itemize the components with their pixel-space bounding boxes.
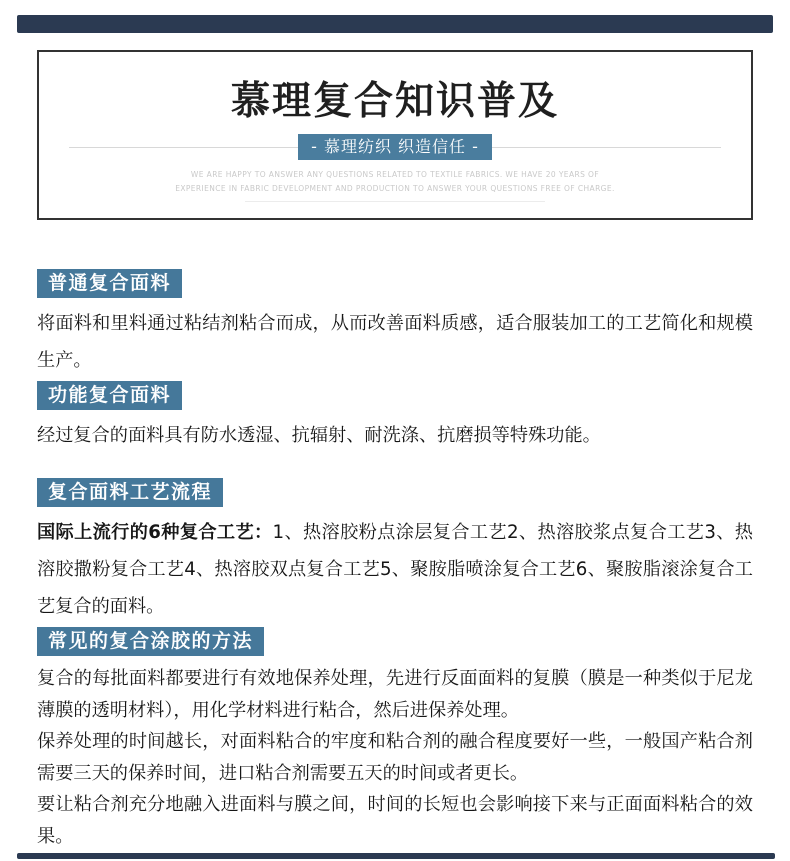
brand-banner: - 慕理纺织 织造信任 -: [298, 134, 492, 160]
paragraph: 要让粘合剂充分地融入进面料与膜之间，时间的长短也会影响接下来与正面面料粘合的效果。: [37, 794, 753, 847]
section-badge: 普通复合面料: [37, 269, 182, 298]
paragraph: 复合的每批面料都要进行有效地保养处理，先进行反面面料的复膜（膜是一种类似于尼龙薄膜的透明材料），用化学材料进行粘合，然后进保养处理。: [37, 668, 753, 721]
section-badge: 常见的复合涂胶的方法: [37, 627, 264, 656]
header-box: [37, 50, 753, 220]
paragraph: 保养处理的时间越长，对面料粘合的牢度和粘合剂的融合程度要好一些，一般国产粘合剂需要三天的保养时间，进口粘合剂需要五天的时间或者更长。: [37, 731, 753, 784]
section-coating-methods: [37, 627, 753, 852]
brand-banner-row: [69, 134, 721, 160]
section-badge: 复合面料工艺流程: [37, 478, 223, 507]
paragraph: 将面料和里料通过粘结剂粘合而成，从而改善面料质感，适合服装加工的工艺简化和规模生产。: [37, 313, 753, 371]
section-functional-composite-fabric: [37, 381, 753, 454]
paragraph-body: 1、热溶胶粉点涂层复合工艺2、热溶胶浆点复合工艺3、热溶胶撒粉复合工艺4、热溶胶双点复合工艺5、聚胺脂喷涂复合工艺6、聚胺脂滚涂复合工艺复合的面料。: [37, 522, 753, 617]
tagline-underline: [245, 201, 545, 202]
banner-line-left: [69, 147, 298, 148]
section-common-composite-fabric: [37, 269, 753, 379]
tagline: [39, 168, 751, 196]
banner-line-right: [492, 147, 721, 148]
section-process-flow: [37, 478, 753, 625]
paragraph: [37, 514, 753, 625]
tagline-line-1: WE ARE HAPPY TO ANSWER ANY QUESTIONS RELATED TO TEXTILE FABRICS. WE HAVE 20 YEARS OF: [190, 170, 600, 179]
top-divider-bar: [17, 15, 773, 33]
section-badge: 功能复合面料: [37, 381, 182, 410]
article-content: [37, 220, 753, 852]
page-title: 慕理复合知识普及: [230, 78, 559, 124]
tagline-line-2: EXPERIENCE IN FABRIC DEVELOPMENT AND PRODUCTION TO ANSWER YOUR QUESTIONS FREE OF CHARGE.: [175, 184, 615, 193]
bottom-divider-bar: [17, 853, 775, 859]
paragraph-lead: 国际上流行的6种复合工艺：: [37, 522, 273, 543]
paragraph: 经过复合的面料具有防水透湿、抗辐射、耐洗涤、抗磨损等特殊功能。: [37, 425, 601, 446]
